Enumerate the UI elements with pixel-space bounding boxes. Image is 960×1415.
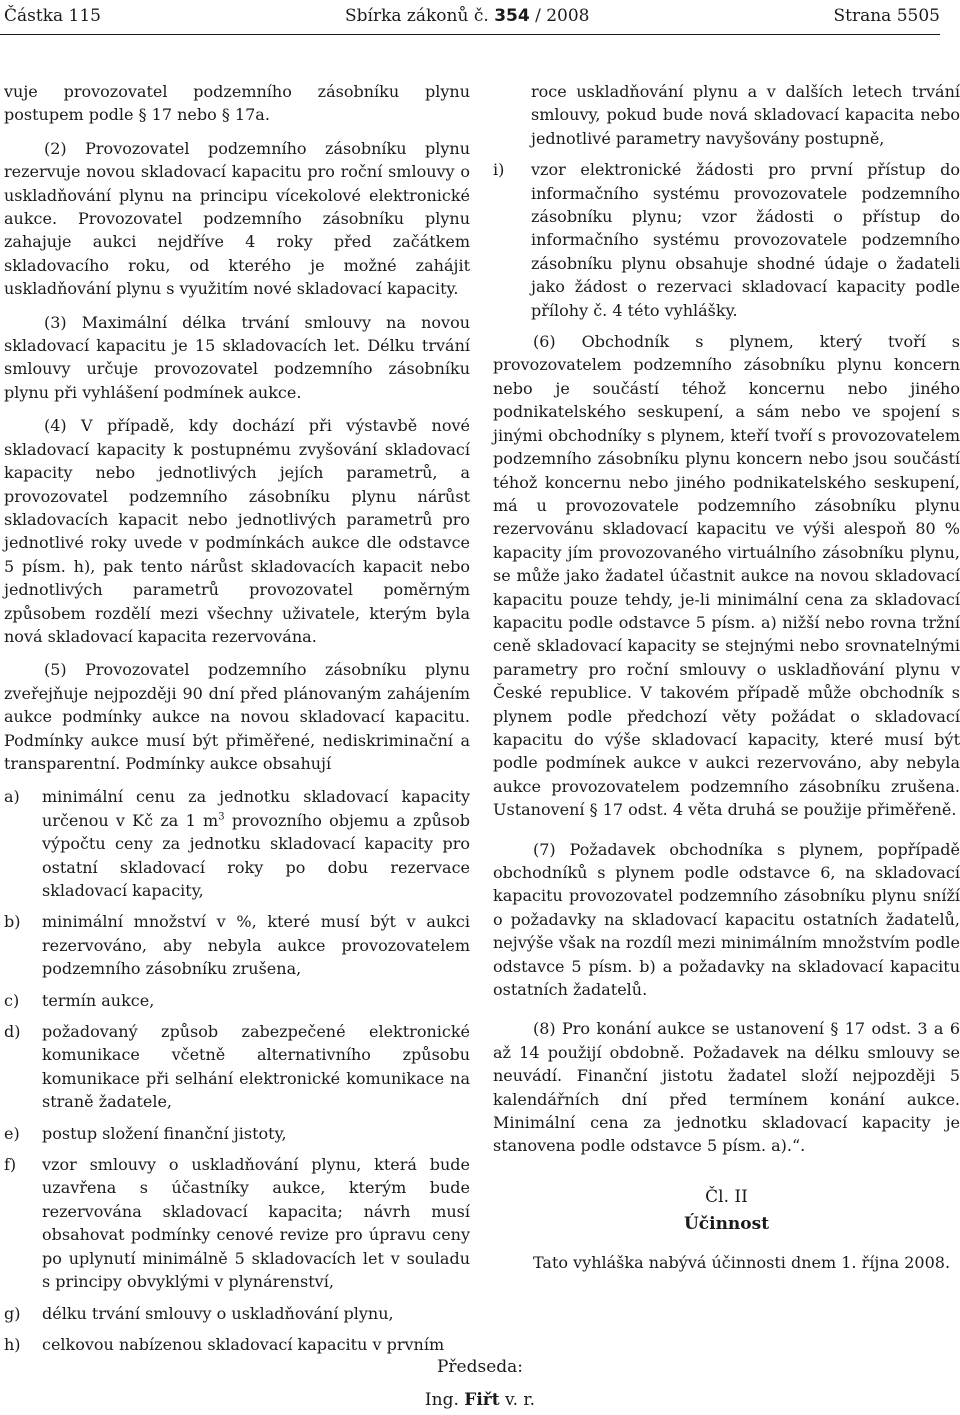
list-text: roce uskladňování plynu a v dalších letech trvání smlouvy, pokud bude nová skladovací kapacita nebo jednotlivé parametry navyšovány postupně, xyxy=(531,82,960,148)
paragraph-7: (7) Požadavek obchodníka s plynem, popřípadě obchodníků s plynem podle odstavce 6, na skladovací kapacitu provozovatel podzemního zásobníku plynu sníží o požadavky na skladovací kapacitu ostatních žadatelů, nejvýše však na rozdíl mezi minimálním množstvím podle odstavce 5 písm. b) a požadavky na skladovací kapacitu ostatních žadatelů. xyxy=(493,839,960,1000)
paragraph-3: (3) Maximální délka trvání smlouvy na novou skladovací kapacitu je 15 skladovacích let. Délku trvání smlouvy určuje provozovatel podzemního zásobníku plynu při vyhlášení podmínek aukce. xyxy=(4,312,470,402)
list-label-spacer xyxy=(493,80,531,150)
list-item-b xyxy=(4,910,470,980)
paragraph-5: (5) Provozovatel podzemního zásobníku plynu zveřejňuje nejpozději 90 dní před plánovaným zahájením aukce podmínky aukce na novou skladovací kapacitu. Podmínky aukce musí být přiměřené, nediskriminační a transparentní. Podmínky aukce obsahují xyxy=(4,660,470,773)
list-label: i) xyxy=(493,160,505,180)
superscript: 3 xyxy=(218,811,225,823)
list-label: d) xyxy=(4,1022,21,1042)
list-label: b) xyxy=(4,912,21,932)
list-text: minimální množství v %, které musí být v aukci rezervováno, aby nebyla aukce provozovatelem podzemního zásobníku zrušena, xyxy=(42,912,470,979)
left-column xyxy=(4,80,470,1364)
list-item-c xyxy=(4,989,470,1012)
signature-name xyxy=(0,1390,960,1410)
header-page-number: Strana 5505 xyxy=(833,6,940,26)
signature-suffix: v. r. xyxy=(505,1390,536,1410)
list-text: postup složení finanční jistoty, xyxy=(42,1123,287,1143)
list-label: g) xyxy=(4,1303,21,1323)
list-text: požadovaný způsob zabezpečené elektronické komunikace včetně alternativního způsobu komunikace při selhání elektronické komunikace na straně žadatele, xyxy=(42,1022,470,1112)
list-label: h) xyxy=(4,1334,21,1354)
list-text: termín aukce, xyxy=(42,990,155,1010)
list-text: délku trvání smlouvy o uskladňování plynu, xyxy=(42,1303,394,1323)
list-item-i xyxy=(493,158,960,322)
page-header xyxy=(4,4,940,32)
list-label: f) xyxy=(4,1155,17,1175)
paragraph-2: (2) Provozovatel podzemního zásobníku plynu rezervuje novou skladovací kapacitu pro roční smlouvy o uskladňování plynu na principu vícekolové elektronické aukce. Provozovatel podzemního zásobníku plynu zahajuje aukci nejdříve 4 roky před začátkem skladovacího roku, od kterého je možné zahájit uskladňování plynu s využitím nové skladovací kapacity. xyxy=(4,138,470,299)
effect-paragraph: Tato vyhláška nabývá účinnosti dnem 1. října 2008. xyxy=(533,1252,951,1272)
header-collection-year: / 2008 xyxy=(535,6,590,26)
list-label: e) xyxy=(4,1123,20,1143)
list-text: vzor elektronické žádosti pro první přístup do informačního systému provozovatele podzemního zásobníku plynu; vzor žádosti o přístup do informačního systému provozovatele podzemního zásobníku plynu obsahuje shodné údaje o žadateli jako žádost o rezervaci skladovací kapacity podle přílohy č. 4 této vyhlášky. xyxy=(531,160,960,320)
paragraph-continuation: vuje provozovatel podzemního zásobníku plynu postupem podle § 17 nebo § 17a. xyxy=(4,82,470,125)
article-title: Účinnost xyxy=(683,1214,770,1235)
paragraph-4: (4) V případě, kdy dochází při výstavbě nové skladovací kapacity k postupnému zvyšování skladovací kapacity nebo jednotlivých jejích parametrů, a provozovatel podzemního zásobníku plynu nárůst skladovacích kapacit nebo jednotlivých parametrů pro jednotlivé roky uvede v podmínkách aukce dle odstavce 5 písm. h), pak tento nárůst skladovacích kapacit nebo jednotlivých parametrů provozovatel poměrným způsobem rozdělí mezi všechny uživatele, kterým byla nová skladovací kapacita rezervována. xyxy=(4,416,470,646)
paragraph-6: (6) Obchodník s plynem, který tvoří s provozovatelem podzemního zásobníku plynu koncern nebo je součástí téhož koncernu nebo jiného podnikatelského seskupení, a sám nebo ve spojení s jinými obchodníky s plynem, kteří tvoří s provozovatelem podzemního zásobníku plynu koncern nebo jsou součástí téhož koncernu nebo jiného podnikatelského seskupení, má u provozovatele podzemního zásobníku plynu rezervovánu skladovací kapacitu ve výši alespoň 80 % kapacity jím provozovaného virtuálního zásobníku plynu, se může jako žadatel účastnit aukce na novou skladovací kapacitu pouze tehdy, je-li minimální cena za skladovací kapacitu podle odstavce 5 písm. a) nižší nebo rovna tržní ceně skladovací kapacity se stejnými nebo srovnatelnými parametry pro roční smlouvy o uskladňování plynu v České republice. V takovém případě může obchodník s plynem podle předchozí věty požádat o skladovací kapacitu do výše skladovací kapacity, které musí být podle podmínek aukce v aukci rezervováno, aby nebyla aukce provozovatelem podzemního zásobníku zrušena. Ustanovení § 17 odst. 4 věta druhá se použije přiměřeně. xyxy=(493,332,960,820)
list-text xyxy=(42,785,470,902)
list-item-h xyxy=(4,1333,470,1356)
header-part: Částka 115 xyxy=(4,6,101,26)
signature-label: Předseda: xyxy=(436,1357,524,1377)
list-text: vzor smlouvy o uskladňování plynu, která bude uzavřena s účastníky aukce, kterým bude rezervována skladovací kapacita; návrh musí obsahovat podmínky cenové revize pro úpravu ceny po uplynutí minimálně 5 skladovacích let v souladu s principy obvyklými v plynárenství, xyxy=(42,1155,470,1292)
signature-surname: Fiřt xyxy=(464,1390,500,1410)
header-collection-number: 354 xyxy=(494,6,530,26)
paragraph-8: (8) Pro konání aukce se ustanovení § 17 odst. 3 a 6 až 14 použijí obdobně. Požadavek na délku smlouvy se neuvádí. Finanční jistotu žadatel složí nejpozději 5 kalendářních dní před termínem konání aukce. Minimální cena za jednotku skladovací kapacity je stanovena podle odstavce 5 písm. a).“. xyxy=(493,1019,960,1156)
list-item-g xyxy=(4,1302,470,1325)
list-text-part: minimální cenu za jednotku skladovací kapacity určenou v Kč za 1 m xyxy=(42,787,470,830)
header-divider xyxy=(0,34,940,35)
list-item-e xyxy=(4,1122,470,1145)
header-collection xyxy=(345,4,590,28)
list-text-part: provozního objemu a způsob výpočtu ceny za jednotku skladovací kapacity pro ostatní skladovací roky po dobu rezervace skladovací kapacity, xyxy=(42,810,471,900)
right-column xyxy=(493,80,960,1284)
signature-title: Ing. xyxy=(424,1390,459,1410)
article-number: Čl. II xyxy=(705,1186,748,1207)
list-item-f xyxy=(4,1153,470,1293)
list-label: c) xyxy=(4,990,20,1010)
header-collection-title: Sbírka zákonů č. xyxy=(344,6,489,26)
list-item-h-continuation xyxy=(493,80,960,150)
list-label: a) xyxy=(4,787,20,807)
list-text: celkovou nabízenou skladovací kapacitu v prvním xyxy=(42,1334,445,1354)
list-item-a xyxy=(4,785,470,902)
list-item-d xyxy=(4,1020,470,1114)
